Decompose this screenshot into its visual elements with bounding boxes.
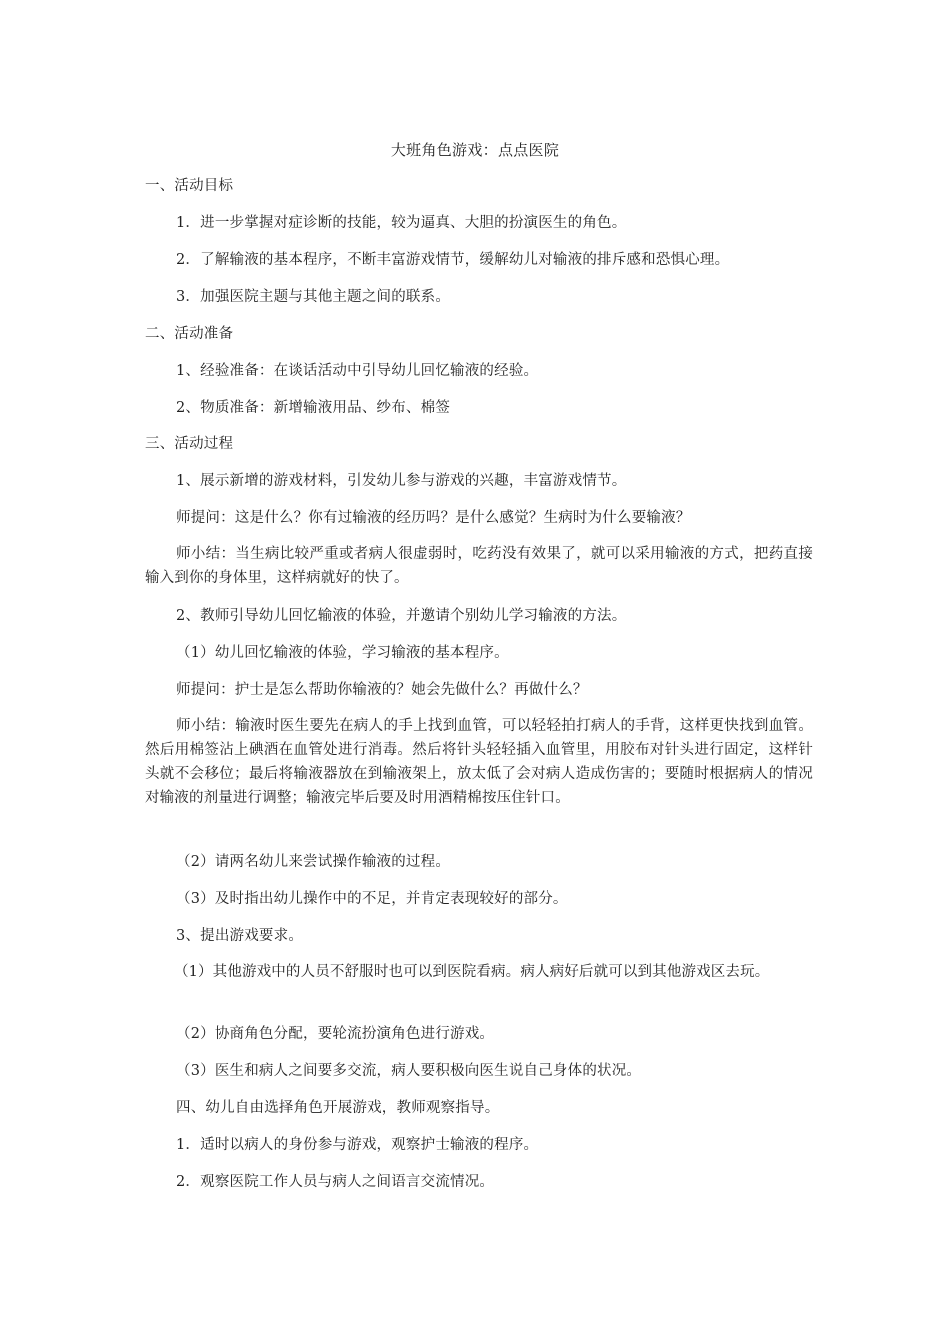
process-paragraph-14: 四、幼儿自由选择角色开展游戏，教师观察指导。 [176,1100,500,1116]
goal-item-1: 1．进一步掌握对症诊断的技能，较为逼真、大胆的扮演医生的角色。 [176,215,627,231]
goal-item-2: 2．了解输液的基本程序，不断丰富游戏情节，缓解幼儿对输液的排斥感和恐惧心理。 [176,252,730,268]
process-paragraph-12: （2）协商角色分配，要轮流扮演角色进行游戏。 [176,1026,495,1042]
process-paragraph-13: （3）医生和病人之间要多交流，病人要积极向医生说自己身体的状况。 [176,1063,642,1079]
process-paragraph-1: 1、展示新增的游戏材料，引发幼儿参与游戏的兴趣，丰富游戏情节。 [176,473,627,489]
process-paragraph-3: 师小结：当生病比较严重或者病人很虚弱时，吃药没有效果了，就可以采用输液的方式，把药直接输入到你的身体里，这样病就好的快了。 [145,546,813,586]
process-paragraph-4: 2、教师引导幼儿回忆输液的体验，并邀请个别幼儿学习输液的方法。 [176,608,627,624]
process-paragraph-8: （2）请两名幼儿来尝试操作输液的过程。 [176,854,451,870]
goal-item-3: 3．加强医院主题与其他主题之间的联系。 [176,289,451,305]
preparation-item-2: 2、物质准备：新增输液用品、纱布、棉签 [176,400,451,416]
section-heading-process: 三、活动过程 [145,436,234,452]
process-paragraph-2: 师提问：这是什么？你有过输液的经历吗？是什么感觉？生病时为什么要输液？ [176,510,691,526]
process-paragraph-15: 1．适时以病人的身份参与游戏，观察护士输液的程序。 [176,1137,539,1153]
process-paragraph-11: （1）其他游戏中的人员不舒服时也可以到医院看病。病人病好后就可以到其他游戏区去玩。 [174,964,770,980]
preparation-item-1: 1、经验准备：在谈话活动中引导幼儿回忆输液的经验。 [176,363,539,379]
process-paragraph-10: 3、提出游戏要求。 [176,928,304,944]
process-paragraph-9: （3）及时指出幼儿操作中的不足，并肯定表现较好的部分。 [176,891,568,907]
process-paragraph-5: （1）幼儿回忆输液的体验，学习输液的基本程序。 [176,645,509,661]
document-title: 大班角色游戏：点点医院 [390,141,560,159]
process-paragraph-16: 2．观察医院工作人员与病人之间语言交流情况。 [176,1174,495,1190]
process-paragraph-7: 师小结：输液时医生要先在病人的手上找到血管，可以轻轻拍打病人的手背，这样更快找到血管。然后用棉签沾上碘酒在血管处进行消毒。然后将针头轻轻插入血管里，用胶布对针头进行固定，这样针头就不会移位；最后将输液器放在到输液架上，放太低了会对病人造成伤害的；要随时根据病人的情况对输液的剂量进行调整；输液完毕后要及时用酒精棉按压住针口。 [145,718,813,806]
section-heading-preparation: 二、活动准备 [145,326,234,342]
section-heading-goals: 一、活动目标 [145,178,234,194]
process-paragraph-6: 师提问：护士是怎么帮助你输液的？她会先做什么？再做什么？ [176,682,588,698]
